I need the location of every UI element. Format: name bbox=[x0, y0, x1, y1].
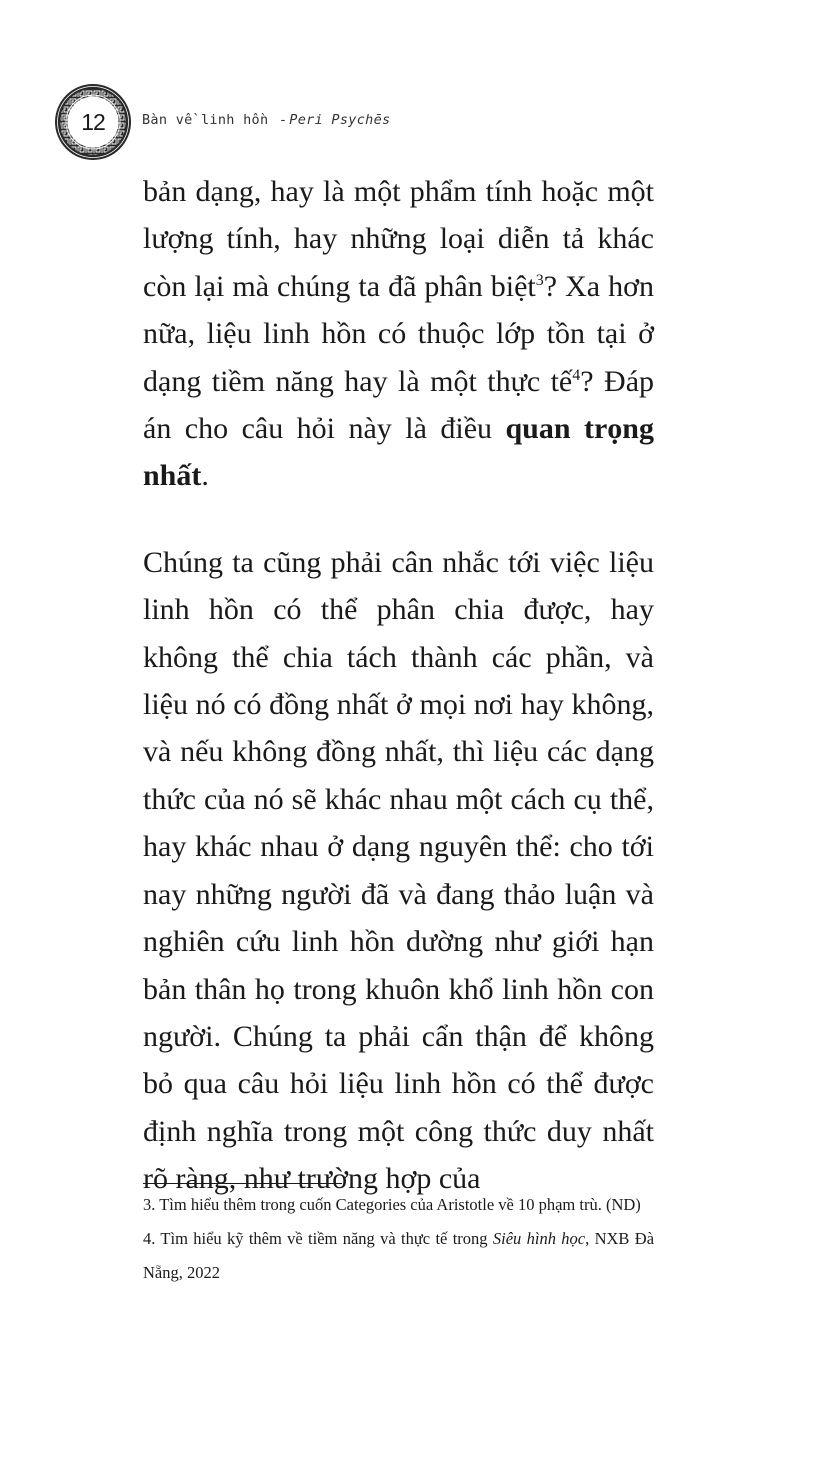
book-title: Bàn về linh hồn bbox=[142, 112, 269, 128]
body-text bbox=[143, 168, 654, 1203]
footnote-4-book-title: Siêu hình học bbox=[492, 1229, 586, 1248]
paragraph-1-text-c: ? Đáp án cho câu hỏi này là điều bbox=[143, 364, 655, 446]
emphasis-text: quan trọng nhất bbox=[143, 412, 654, 493]
footnote-4 bbox=[143, 1222, 654, 1290]
header-separator: - bbox=[278, 112, 288, 128]
footnote-3: 3. Tìm hiểu thêm trong cuốn Categories của Aristotle về 10 phạm trù. (ND) bbox=[143, 1195, 641, 1214]
footnote-4-text-a: 4. Tìm hiểu kỹ thêm về tiềm năng và thực tế trong bbox=[143, 1229, 493, 1248]
footnote-4-text-b: , NXB Đà Nẵng, 2022 bbox=[143, 1229, 655, 1282]
paragraph-2: Chúng ta cũng phải cân nhắc tới việc liệu linh hồn có thể phân chia được, hay không thể chia tách thành các phần, và liệu nó có đồng nhất ở mọi nơi hay không, và nếu không đồng nhất, thì liệu các dạng thức của nó sẽ khác nhau một cách cụ thể, hay khác nhau ở dạng nguyên thể: cho tới nay những người đã và đang thảo luận và nghiên cứu linh hồn dường như giới hạn bản thân họ trong khuôn khổ linh hồn con người. Chúng ta phải cẩn thận để không bỏ qua câu hỏi liệu linh hồn có thể được định nghĩa trong một công thức duy nhất rõ ràng, như trường hợp của bbox=[143, 545, 654, 1196]
paragraph-1-text-d: . bbox=[201, 459, 209, 493]
running-header bbox=[142, 112, 390, 128]
footnote-ref-3: 3 bbox=[535, 271, 544, 289]
paragraph-1-text-a: bản dạng, hay là một phẩm tính hoặc một lượng tính, hay những loại diễn tả khác còn lại mà chúng ta đã phân biệt bbox=[143, 175, 654, 303]
footnote-divider bbox=[143, 1183, 342, 1184]
book-subtitle: Peri Psychēs bbox=[289, 112, 391, 128]
footnotes bbox=[143, 1188, 654, 1290]
page-number: 12 bbox=[81, 109, 105, 135]
paragraph-1 bbox=[143, 168, 654, 500]
footnote-ref-4: 4 bbox=[572, 366, 581, 384]
paragraph-1-text-b: ? Xa hơn nữa, liệu linh hồn có thuộc lớp tồn tại ở dạng tiềm năng hay là một thực tế bbox=[143, 269, 654, 398]
